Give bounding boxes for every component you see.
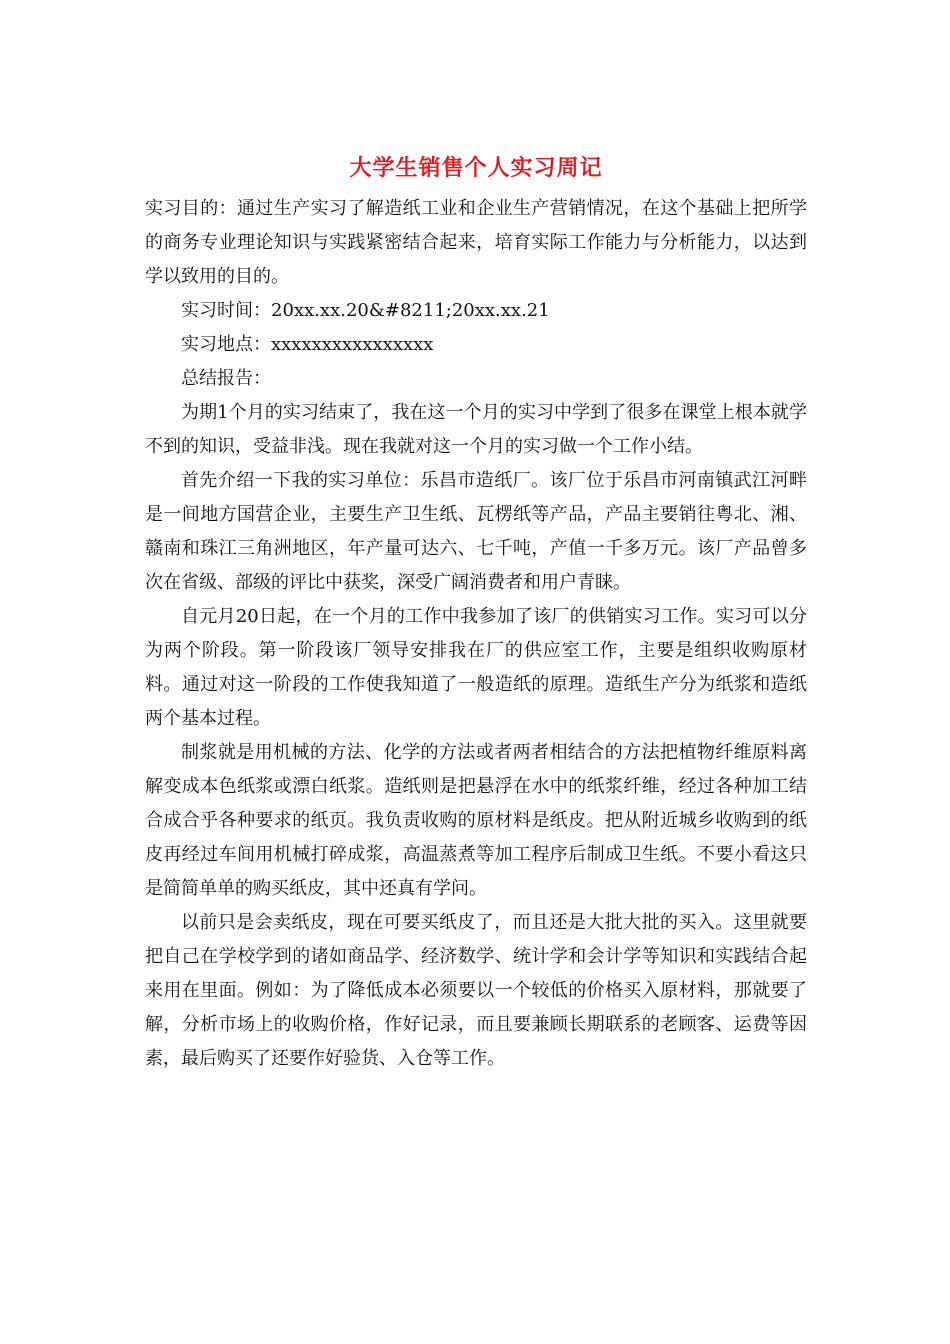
document-title: 大学生销售个人实习周记 [349,155,603,181]
paragraph-purpose: 实习目的：通过生产实习了解造纸工业和企业生产营销情况，在这个基础上把所学的商务专业理论知识与实践紧密结合起来，培育实际工作能力与分析能力，以达到学以致用的目的。 [145,198,807,287]
paragraph-location: 实习地点：xxxxxxxxxxxxxxxx [181,334,434,355]
paragraph-stages: 自元月20日起，在一个月的工作中我参加了该厂的供销实习工作。实习可以分为两个阶段。第一阶段该厂领导安排我在厂的供应室工作，主要是组织收购原材料。通过对这一阶段的工作使我知道了一般造纸的原理。造纸生产分为纸浆和造纸两个基本过程。 [145,606,807,729]
paragraph-purchasing: 以前只是会卖纸皮，现在可要买纸皮了，而且还是大批大批的买入。这里就要把自己在学校学到的诸如商品学、经济数学、统计学和会计学等知识和实践结合起来用在里面。例如：为了降低成本必须要以一个较低的价格买入原材料，那就要了解，分析市场上的收购价格，作好记录，而且要兼顾长期联系的老顾客、运费等因素，最后购买了还要作好验货、入仓等工作。 [145,912,807,1069]
paragraph-time: 实习时间：20xx.xx.20&#8211;20xx.xx.21 [181,300,550,321]
paragraph-intro: 为期1个月的实习结束了，我在这一个月的实习中学到了很多在课堂上根本就学不到的知识，受益非浅。现在我就对这一个月的实习做一个工作小结。 [145,402,807,457]
paragraph-pulping: 制浆就是用机械的方法、化学的方法或者两者相结合的方法把植物纤维原料离解变成本色纸浆或漂白纸浆。造纸则是把悬浮在水中的纸浆纤维，经过各种加工结合成合乎各种要求的纸页。我负责收购的原材料是纸皮。把从附近城乡收购到的纸皮再经过车间用机械打碎成浆，高温蒸煮等加工程序后制成卫生纸。不要小看这只是简简单单的购买纸皮，其中还真有学问。 [145,742,807,899]
document-body [145,150,807,1076]
paragraph-company: 首先介绍一下我的实习单位：乐昌市造纸厂。该厂位于乐昌市河南镇武江河畔是一间地方国营企业，主要生产卫生纸、瓦楞纸等产品，产品主要销往粤北、湘、赣南和珠江三角洲地区，年产量可达六、七千吨，产值一千多万元。该厂产品曾多次在省级、部级的评比中获奖，深受广阔消费者和用户青睐。 [145,470,807,593]
paragraph-summary-heading: 总结报告： [181,368,271,389]
